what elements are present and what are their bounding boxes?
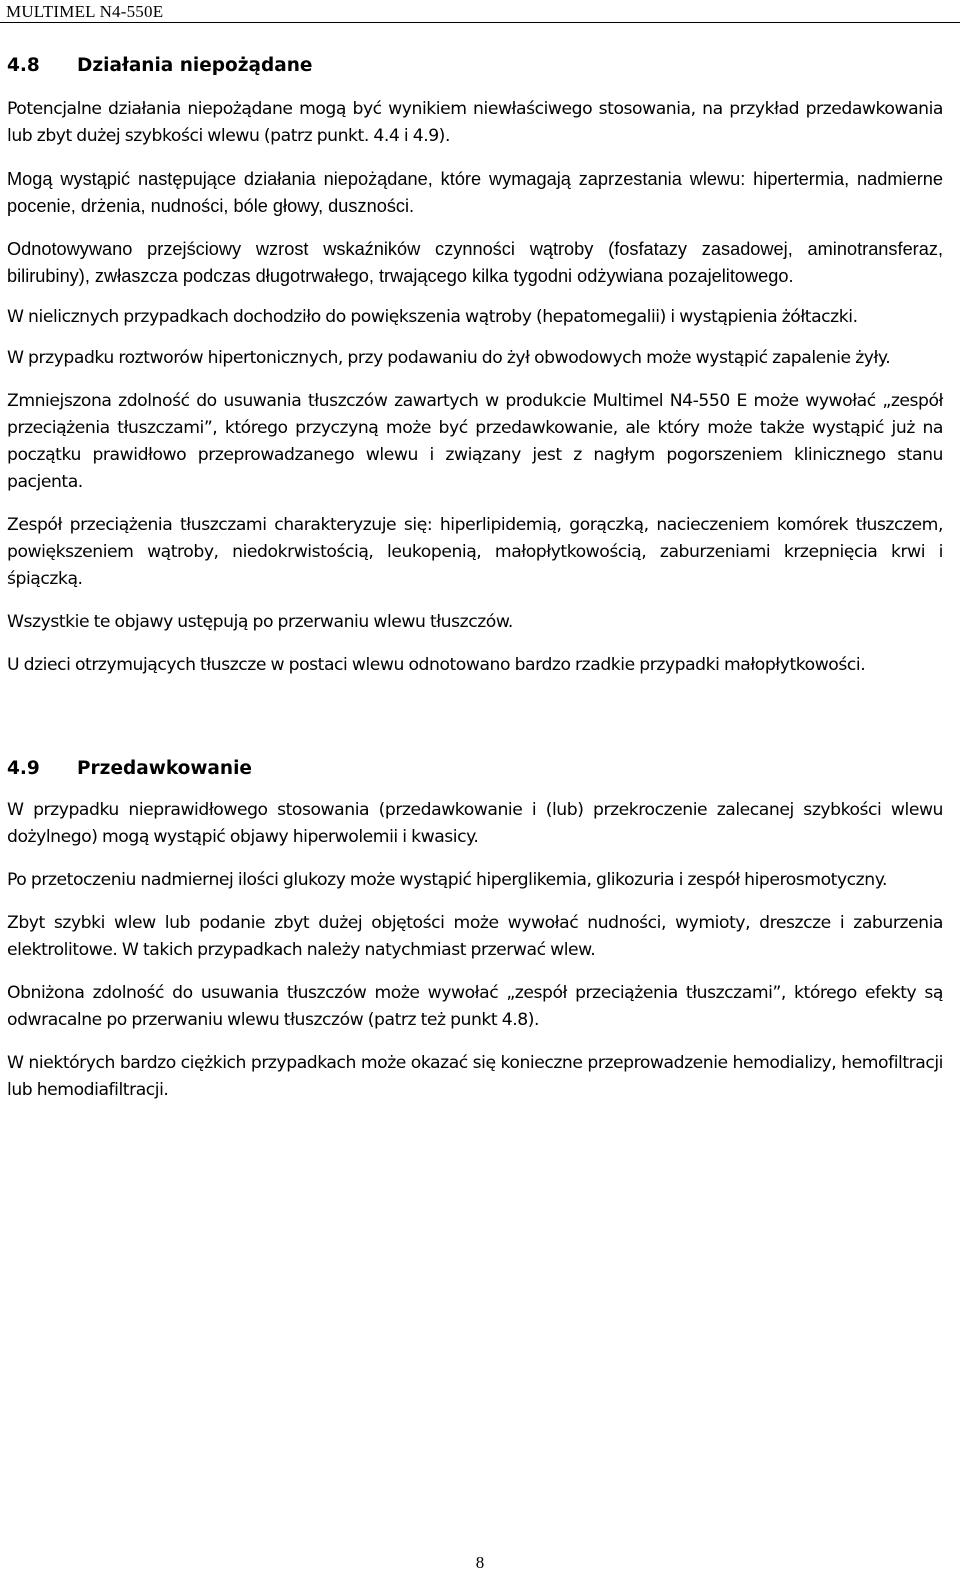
section-title: Działania niepożądane (77, 55, 313, 76)
paragraph: Zespół przeciążenia tłuszczami charakteryzuje się: hiperlipidemią, gorączką, nacieczeniem komórek tłuszczem, powiększeniem wątroby, niedokrwistością, leukopenią, małopłytkowością, zaburzeniami krzepnięcia krwi i śpiączką. (7, 515, 943, 589)
paragraph: Obniżona zdolność do usuwania tłuszczów może wywołać „zespół przeciążenia tłuszczami”, którego efekty są odwracalne po przerwaniu wlewu tłuszczów (patrz też punkt 4.8). (7, 983, 943, 1030)
running-header: MULTIMEL N4-550E (6, 2, 164, 21)
paragraph: Zbyt szybki wlew lub podanie zbyt dużej objętości może wywołać nudności, wymioty, dreszcze i zaburzenia elektrolitowe. W takich przypadkach należy natychmiast przerwać wlew. (7, 913, 943, 960)
section-heading-4-8 (7, 52, 943, 80)
paragraph: Wszystkie te objawy ustępują po przerwaniu wlewu tłuszczów. (7, 612, 513, 632)
header-rule (0, 22, 960, 23)
paragraph: U dzieci otrzymujących tłuszcze w postaci wlewu odnotowano bardzo rzadkie przypadki małopłytkowości. (7, 655, 866, 675)
page-number: 8 (475, 1553, 485, 1572)
paragraph: W nielicznych przypadkach dochodziło do powiększenia wątroby (hepatomegalii) i wystąpienia żółtaczki. (7, 307, 858, 327)
paragraph: Odnotowywano przejściowy wzrost wskaźników czynności wątroby (fosfatazy zasadowej, aminotransferaz, bilirubiny), zwłaszcza podczas długotrwałego, trwającego kilka tygodni odżywiana pozajelitowego. (7, 239, 943, 286)
paragraph: Zmniejszona zdolność do usuwania tłuszczów zawartych w produkcie Multimel N4-550 E może wywołać „zespół przeciążenia tłuszczami”, którego przyczyną może być przedawkowanie, ale który może także wystąpić już na początku prawidłowo przeprowadzanego wlewu i związany jest z nagłym pogorszeniem klinicznego stanu pacjenta. (7, 391, 943, 492)
paragraph: Po przetoczeniu nadmiernej ilości glukozy może wystąpić hiperglikemia, glikozuria i zespół hiperosmotyczny. (7, 870, 887, 890)
paragraph: W przypadku roztworów hipertonicznych, przy podawaniu do żył obwodowych może wystąpić zapalenie żyły. (7, 348, 891, 368)
paragraph: Potencjalne działania niepożądane mogą być wynikiem niewłaściwego stosowania, na przykład przedawkowania lub zbyt dużej szybkości wlewu (patrz punkt. 4.4 i 4.9). (7, 99, 943, 146)
document-body (7, 52, 943, 1104)
paragraph: W niektórych bardzo ciężkich przypadkach może okazać się konieczne przeprowadzenie hemodializy, hemofiltracji lub hemodiafiltracji. (7, 1053, 943, 1100)
paragraph: W przypadku nieprawidłowego stosowania (przedawkowanie i (lub) przekroczenie zalecanej szybkości wlewu dożylnego) mogą wystąpić objawy hiperwolemii i kwasicy. (7, 800, 943, 847)
paragraph: Mogą wystąpić następujące działania niepożądane, które wymagają zaprzestania wlewu: hipertermia, nadmierne pocenie, drżenia, nudności, bóle głowy, duszności. (7, 169, 943, 216)
section-title: Przedawkowanie (77, 758, 252, 779)
section-number: 4.8 (7, 55, 40, 76)
section-number: 4.9 (7, 758, 40, 779)
section-heading-4-9 (7, 755, 943, 783)
